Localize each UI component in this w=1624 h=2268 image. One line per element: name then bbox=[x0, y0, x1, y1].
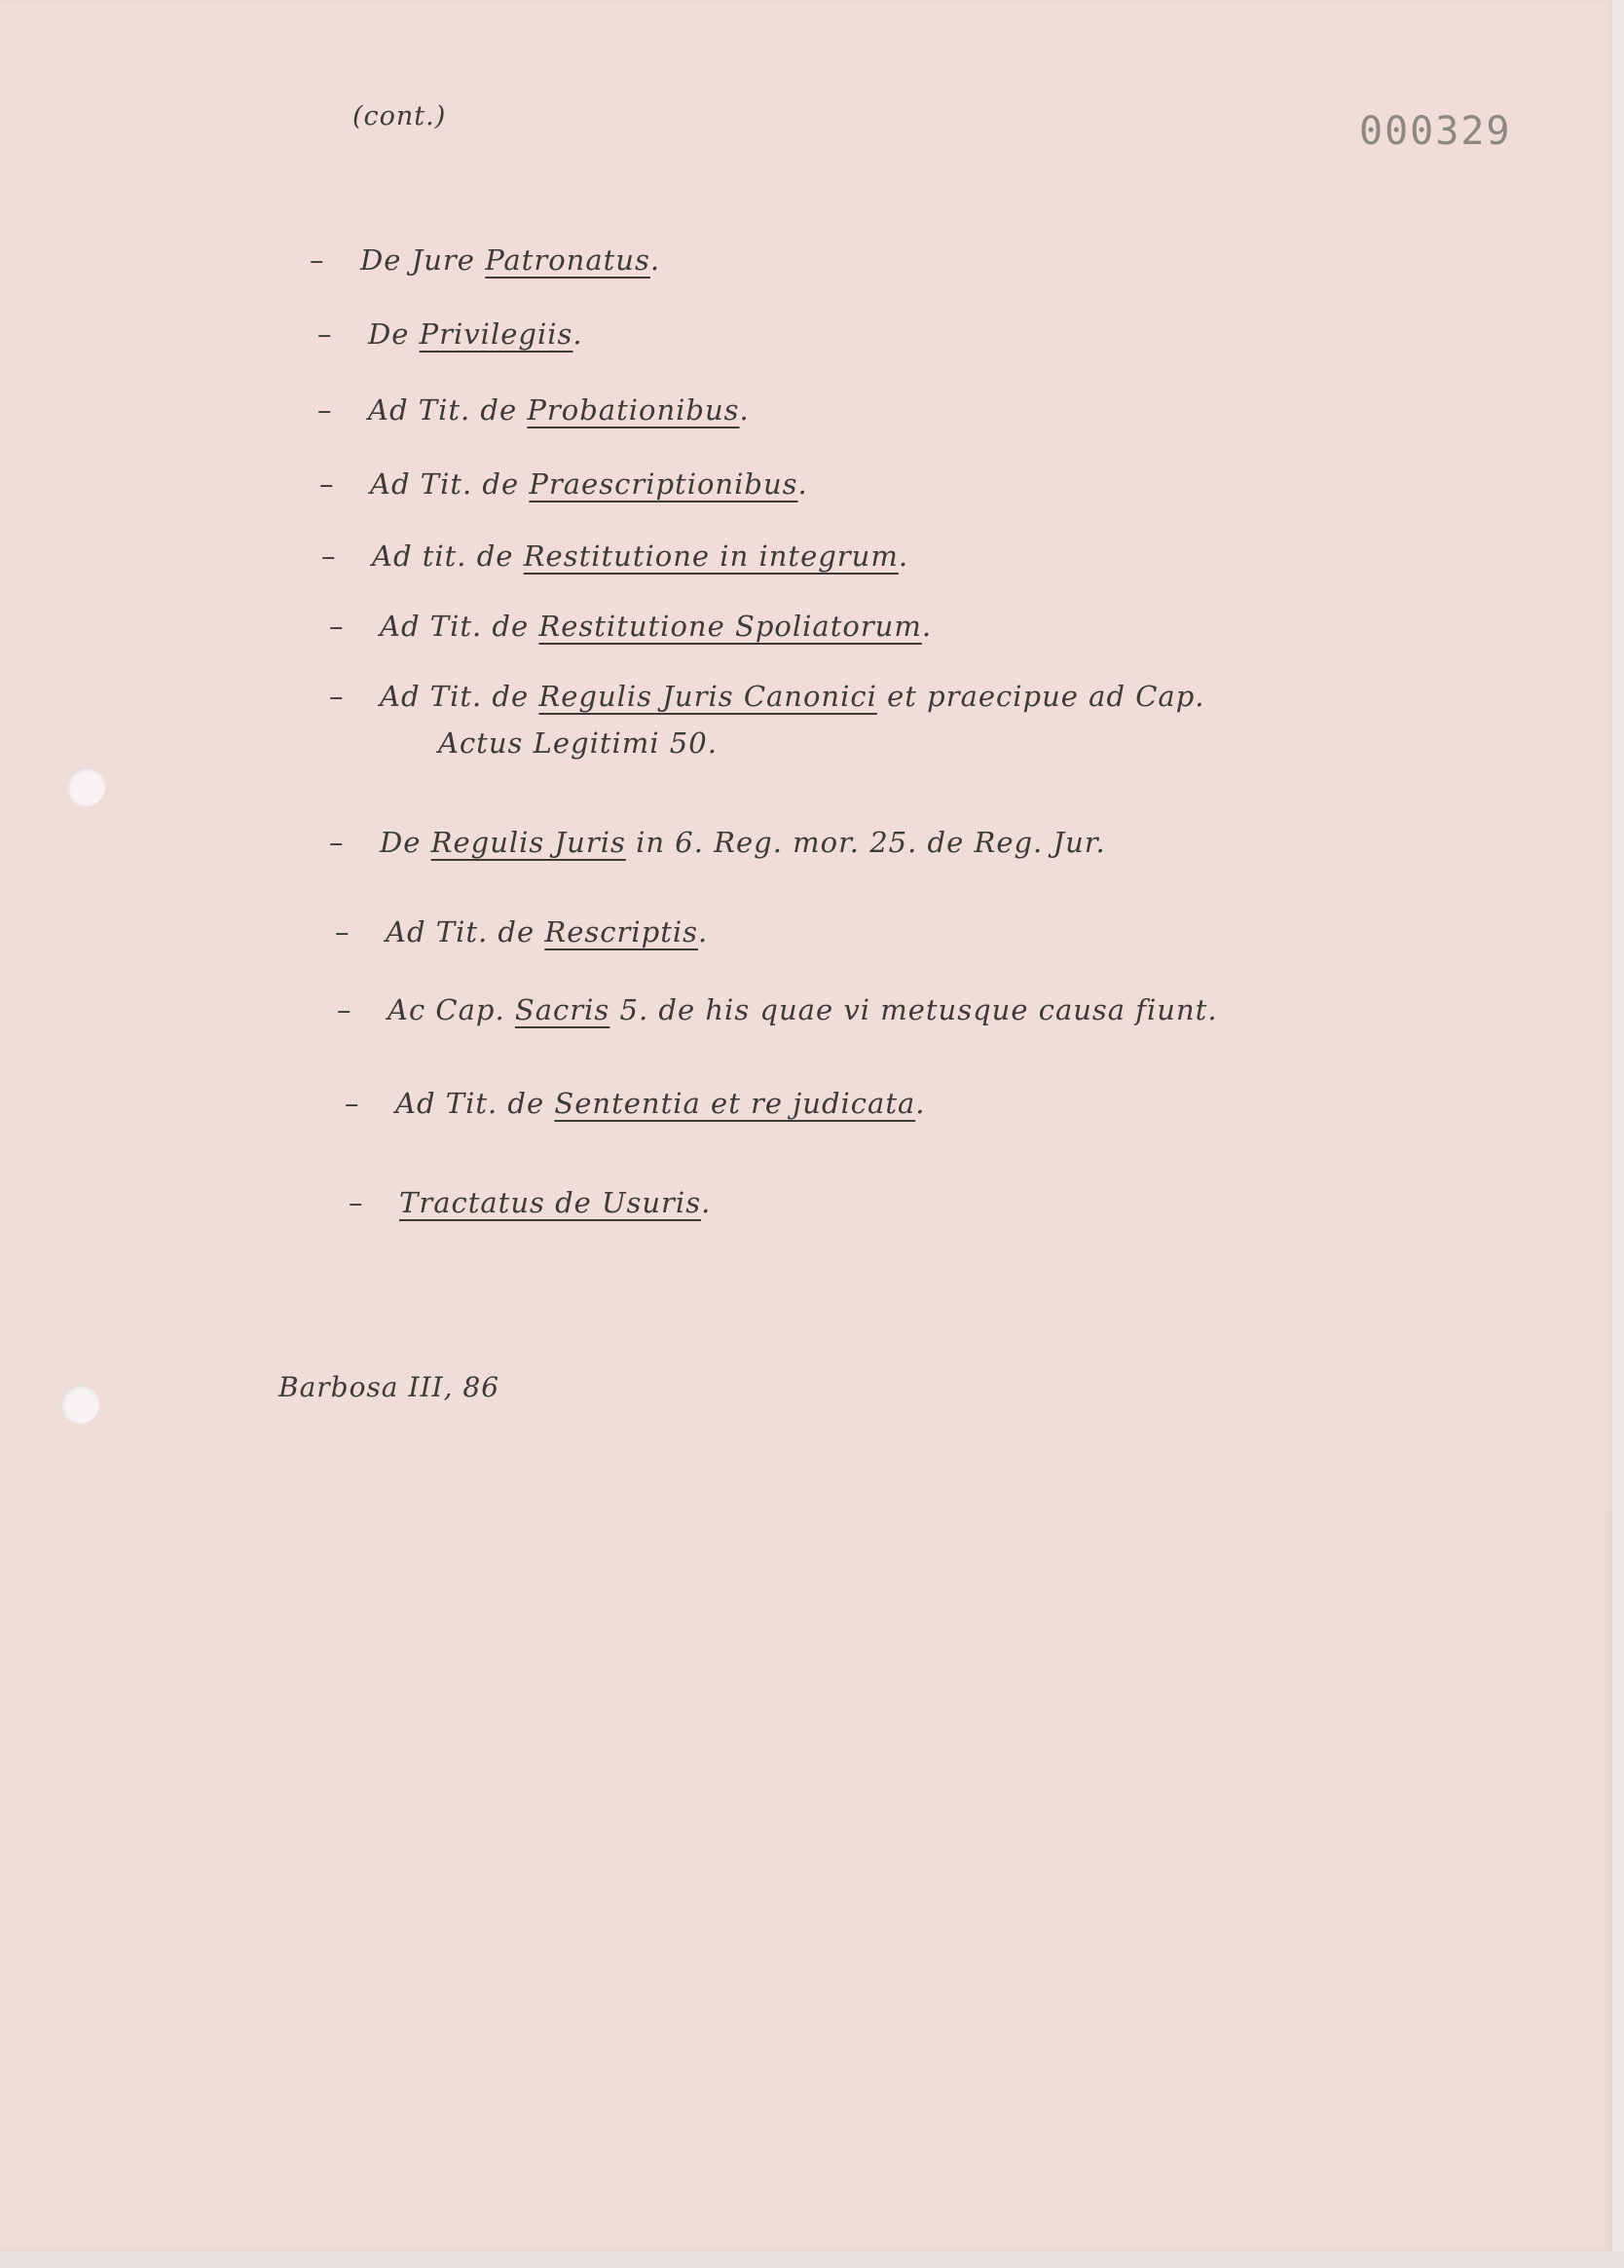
list-item bbox=[329, 680, 1205, 760]
entry-tail: 5. de his quae vi metusque causa fiunt. bbox=[609, 993, 1218, 1026]
list-dash: – bbox=[317, 317, 333, 351]
entry-underlined-title: Praescriptionibus bbox=[529, 467, 798, 501]
entry-underlined-title: Restitutione in integrum bbox=[523, 539, 899, 573]
archive-stamp-number: 000329 bbox=[1359, 109, 1512, 154]
list-dash: – bbox=[321, 539, 337, 573]
entry-underlined-title: Probationibus bbox=[527, 393, 740, 427]
punch-hole-bottom bbox=[60, 1385, 99, 1424]
entry-underlined-title: Restitutione Spoliatorum bbox=[538, 610, 922, 643]
list-dash: – bbox=[319, 467, 335, 501]
entry-tail: . bbox=[915, 1087, 926, 1120]
entry-underlined-title: Regulis Juris Canonici bbox=[538, 680, 877, 713]
list-item bbox=[319, 467, 808, 501]
entry-lead: Ad Tit. de bbox=[368, 393, 528, 427]
punch-hole-top bbox=[66, 767, 105, 806]
entry-underlined-title: Sacris bbox=[514, 993, 610, 1026]
list-item bbox=[321, 539, 908, 573]
entry-tail: in 6. Reg. mor. 25. de Reg. Jur. bbox=[625, 826, 1106, 859]
entry-tail: et praecipue ad Cap. bbox=[876, 680, 1205, 713]
entry-lead: De Jure bbox=[360, 243, 486, 277]
scan-edge-bottom bbox=[0, 2251, 1624, 2268]
entry-lead: Ad Tit. de bbox=[380, 610, 539, 643]
entry-lead: Ad tit. de bbox=[372, 539, 524, 573]
list-dash: – bbox=[329, 826, 345, 859]
entry-underlined-title: Tractatus de Usuris bbox=[399, 1186, 702, 1219]
entry-lead: De bbox=[380, 826, 431, 859]
list-item bbox=[335, 915, 708, 948]
entry-underlined-title: Sententia et re judicata bbox=[554, 1087, 916, 1120]
entry-lead: Ad Tit. de bbox=[370, 467, 530, 501]
entry-underlined-title: Privilegiis bbox=[419, 317, 573, 351]
list-dash: – bbox=[329, 680, 345, 713]
list-item bbox=[310, 243, 660, 277]
entry-tail: . bbox=[797, 467, 808, 501]
list-dash: – bbox=[317, 393, 333, 427]
entry-tail: . bbox=[739, 393, 750, 427]
list-item bbox=[329, 610, 932, 643]
entry-tail: . bbox=[572, 317, 583, 351]
entry-tail: . bbox=[898, 539, 909, 573]
list-dash: – bbox=[337, 993, 352, 1026]
entry-tail: . bbox=[921, 610, 933, 643]
entry-underlined-title: Regulis Juris bbox=[430, 826, 626, 859]
scan-edge-right bbox=[1612, 0, 1624, 2268]
list-item bbox=[317, 393, 750, 427]
entry-tail: . bbox=[698, 915, 709, 948]
list-item bbox=[345, 1087, 926, 1120]
entry-lead: De bbox=[368, 317, 420, 351]
entry-lead: Ad Tit. de bbox=[395, 1087, 555, 1120]
entry-lead: Ad Tit. de bbox=[380, 680, 539, 713]
list-item bbox=[317, 317, 583, 351]
list-dash: – bbox=[329, 610, 345, 643]
list-item bbox=[349, 1186, 711, 1219]
entry-tail: . bbox=[701, 1186, 712, 1219]
list-dash: – bbox=[345, 1087, 360, 1120]
source-reference: Barbosa III, 86 bbox=[278, 1371, 500, 1403]
entry-underlined-title: Patronatus bbox=[485, 243, 650, 277]
entry-continuation: Actus Legitimi 50. bbox=[438, 726, 718, 760]
entry-lead: Ac Cap. bbox=[388, 993, 515, 1026]
list-item bbox=[329, 826, 1106, 859]
entry-underlined-title: Rescriptis bbox=[544, 915, 699, 948]
entry-lead: Ad Tit. de bbox=[386, 915, 545, 948]
continued-label: (cont.) bbox=[352, 101, 447, 131]
list-item bbox=[337, 993, 1218, 1026]
list-dash: – bbox=[349, 1186, 364, 1219]
list-dash: – bbox=[335, 915, 351, 948]
entry-tail: . bbox=[649, 243, 661, 277]
list-dash: – bbox=[310, 243, 325, 277]
